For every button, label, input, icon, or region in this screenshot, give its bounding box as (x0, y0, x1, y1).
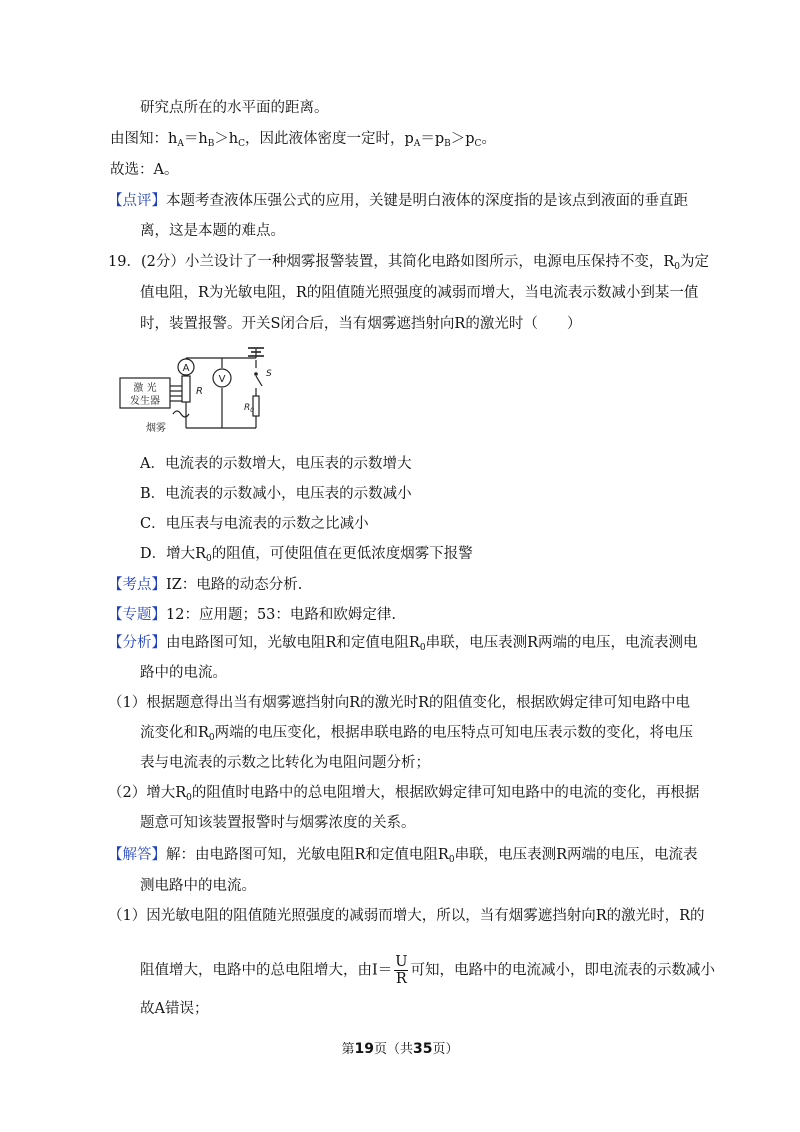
option-a: A．电流表的示数增大，电压表的示数增大 (140, 456, 412, 472)
text-line: 表与电流表的示数之比转化为电阻问题分析； (140, 755, 430, 771)
text-line: 值电阻，R为光敏电阻，R的阻值随光照强度的减弱而增大，当电流表示数减小到某一值 (140, 285, 699, 301)
text-line: 题意可知该装置报警时与烟雾浓度的关系。 (140, 815, 416, 831)
text-line: 由图知：$h_A=h_B>h_C$，因此液体密度一定时，$p_A=p_B>p_C$。 (110, 131, 496, 149)
voltmeter-label: V (218, 374, 226, 385)
circuit-diagram (116, 336, 276, 440)
text-line: 测电路中的电流。 (140, 878, 256, 894)
review-tag: 【点评】 (108, 193, 166, 209)
text-line: 流变化和$R_0$两端的电压变化，根据串联电路的电压特点可知电压表示数的变化，将电压 (140, 725, 694, 743)
text-line: 路中的电流。 (140, 665, 227, 681)
fraction: $\frac{U}{R}$ (395, 954, 408, 987)
text-line: （1）根据题意得出当有烟雾遮挡射向R的激光时R的阻值变化，根据欧姆定律可知电路中电 (108, 695, 691, 711)
jieda-section: 【解答】解：由电路图可知，光敏电阻R和定值电阻$R_0$串联，电压表测R两端的电压，电流表 (108, 847, 698, 865)
option-d: D．增大$R_0$的阻值，可使阻值在更低浓度烟雾下报警 (140, 546, 473, 564)
option-b: B．电流表的示数减小，电压表的示数减小 (140, 486, 412, 502)
text-line: （1）因光敏电阻的阻值随光照强度的减弱而增大，所以，当有烟雾遮挡射向R的激光时，R的 (108, 908, 705, 924)
resistor-r-label: R (196, 386, 203, 397)
text-line: 离，这是本题的难点。 (140, 223, 285, 239)
text-line: 阻值增大，电路中的总电阻增大，由I＝ $\frac{U}{R}$ 可知，电路中的电流减小，即电流表的示数减小 (140, 954, 715, 987)
resistor-r0-label: $R_0$ (244, 403, 255, 414)
laser-label: 激 光 (133, 383, 157, 394)
text-line: （2）增大$R_0$的阻值时电路中的总电阻增大，根据欧姆定律可知电路中的电流的变化，再根据 (108, 785, 700, 803)
kaodian-section: 【考点】IZ：电路的动态分析. (108, 577, 303, 593)
review-section: 【点评】本题考查液体压强公式的应用，关键是明白液体的深度指的是该点到液面的垂直距 (108, 193, 688, 209)
option-c: C．电压表与电流表的示数之比减小 (140, 516, 369, 532)
text-line: 研究点所在的水平面的距离。 (140, 100, 329, 116)
zhuanti-section: 【专题】12：应用题；53：电路和欧姆定律. (108, 607, 397, 623)
text-line: 故A错误； (140, 1001, 209, 1017)
text-line: 故选：A。 (110, 162, 179, 178)
page-footer: 第19页（共35页） (341, 1041, 459, 1057)
laser-label: 发生器 (130, 396, 160, 407)
ammeter-label: A (182, 363, 190, 374)
fenxi-section: 【分析】由电路图可知，光敏电阻R和定值电阻$R_0$串联，电压表测R两端的电压，电流表测电 (108, 635, 698, 653)
smoke-label: 烟雾 (146, 423, 166, 434)
switch-contact-icon (254, 372, 258, 376)
question-19: 19．(2分）小兰设计了一种烟雾报警装置，其简化电路如图所示，电源电压保持不变，$R_0$为定 (108, 254, 709, 272)
switch-label: S (266, 369, 272, 379)
text-line: 时，装置报警。开关S闭合后，当有烟雾遮挡射向R的激光时（ ） (140, 316, 582, 332)
